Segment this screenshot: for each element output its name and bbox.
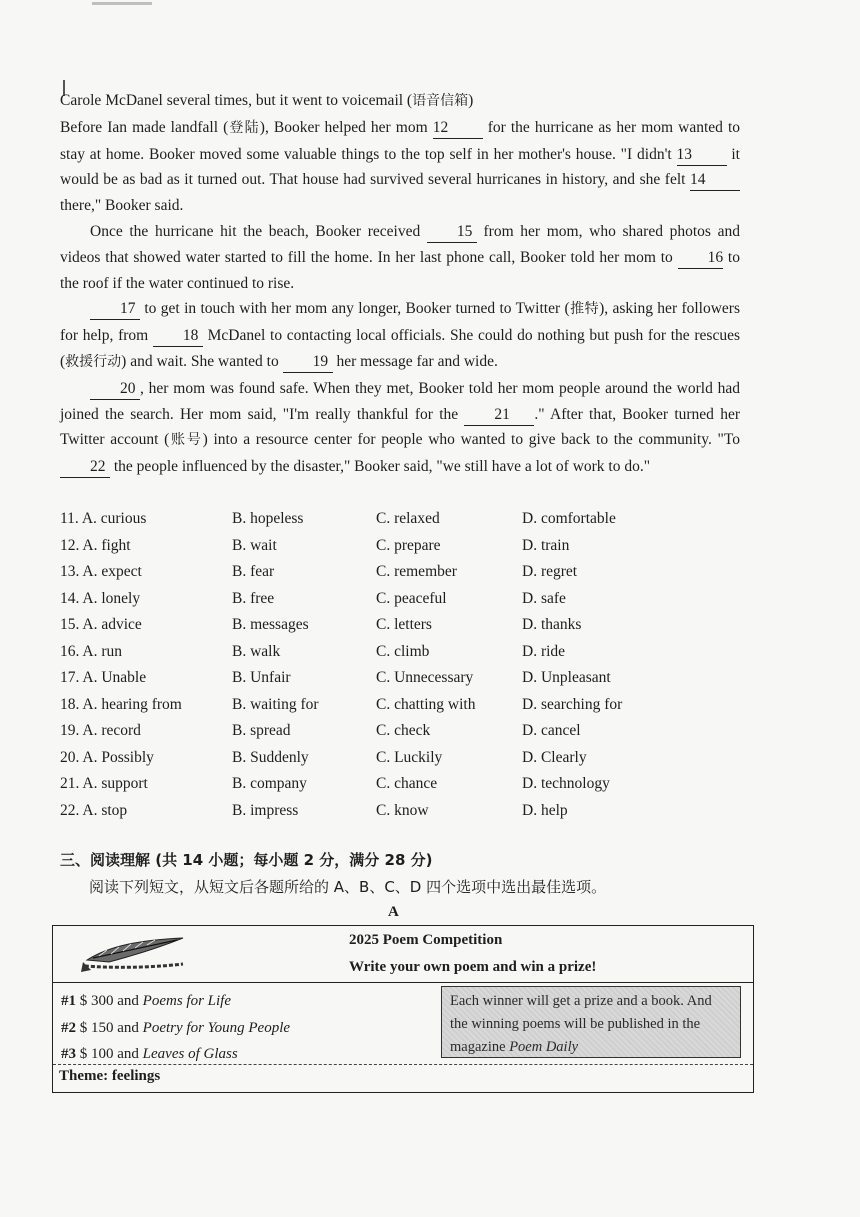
option-d: D. Unpleasant xyxy=(522,669,611,687)
option-row xyxy=(60,771,760,798)
theme-row xyxy=(53,1064,753,1093)
passage-text: there," Booker said. xyxy=(60,197,184,215)
option-d: D. help xyxy=(522,801,568,819)
option-c: C. relaxed xyxy=(376,510,440,528)
prize-rank: #2 xyxy=(61,1019,76,1036)
passage-paragraph-3 xyxy=(60,296,740,375)
option-row xyxy=(60,533,760,560)
quill-icon xyxy=(79,932,189,976)
option-d: D. Clearly xyxy=(522,748,587,766)
option-row xyxy=(60,559,760,586)
option-d: D. train xyxy=(522,536,570,554)
option-b: B. hopeless xyxy=(232,510,304,528)
option-a: 17. A. Unable xyxy=(60,669,147,687)
passage-paragraph-4 xyxy=(60,376,740,480)
passage-paragraph-2 xyxy=(60,219,740,296)
option-a: 15. A. advice xyxy=(60,616,142,634)
ad-header xyxy=(53,926,753,983)
competition-title: 2025 Poem Competition xyxy=(349,932,503,948)
option-a: 11. A. curious xyxy=(60,510,147,528)
option-b: B. free xyxy=(232,589,275,607)
option-c: C. know xyxy=(376,801,429,819)
competition-subtitle: Write your own poem and win a prize! xyxy=(349,959,597,975)
blank-17: 17 xyxy=(90,299,140,320)
passage-text: for the hurricane as her mom wanted to stay at home. Booker moved some valuable things to the top self in her mother's house. "I didn't xyxy=(60,118,741,163)
option-row xyxy=(60,745,760,772)
option-c: C. climb xyxy=(376,642,430,660)
blank-14: 14 xyxy=(690,170,740,191)
blank-15: 15 xyxy=(427,222,477,243)
option-d: D. safe xyxy=(522,589,566,607)
option-c: C. peaceful xyxy=(376,589,447,607)
passage-text: her message far and wide. xyxy=(332,352,498,370)
option-d: D. ride xyxy=(522,642,566,660)
option-b: B. Unfair xyxy=(232,669,291,687)
option-b: B. impress xyxy=(232,801,299,819)
option-a: 14. A. lonely xyxy=(60,589,141,607)
prize-item xyxy=(61,988,290,1015)
option-b: B. messages xyxy=(232,616,309,634)
option-c: C. check xyxy=(376,722,431,740)
option-c: C. Unnecessary xyxy=(376,669,474,687)
option-c: C. letters xyxy=(376,616,432,634)
option-a: 16. A. run xyxy=(60,642,122,660)
prize-item xyxy=(61,1015,290,1042)
prize-amount: $ 100 xyxy=(79,1046,114,1062)
passage-zh-note: 救援行动 xyxy=(65,353,122,370)
option-row xyxy=(60,718,760,745)
magazine-name: Poem Daily xyxy=(509,1039,579,1055)
option-a: 20. A. Possibly xyxy=(60,748,154,766)
option-row xyxy=(60,612,760,639)
option-b: B. fear xyxy=(232,563,275,581)
passage-text: ) and wait. She wanted to xyxy=(121,352,283,370)
option-b: B. spread xyxy=(232,722,291,740)
prize-list xyxy=(61,988,290,1068)
passage-paragraph-1 xyxy=(60,115,740,219)
prize-rank: #1 xyxy=(61,993,76,1009)
option-c: C. remember xyxy=(376,563,457,581)
passage-text: ), Booker helped her mom xyxy=(259,118,433,136)
option-b: B. Suddenly xyxy=(232,748,309,766)
option-b: B. company xyxy=(232,775,307,793)
section-instructions: 阅读下列短文，从短文后各题所给的 A、B、C、D 四个选项中选出最佳选项。 xyxy=(89,878,607,896)
theme-label: Theme: feelings xyxy=(59,1068,161,1084)
scan-mark xyxy=(92,2,152,5)
blank-20: 20 xyxy=(90,379,140,400)
option-a: 13. A. expect xyxy=(60,563,142,581)
blank-13: 13 xyxy=(677,145,727,166)
option-row xyxy=(60,586,760,613)
prize-amount: $ 150 xyxy=(79,1019,114,1036)
passage-text: ) into a resource center for people who wanted to give back to the community. "To xyxy=(202,431,740,449)
passage-text: ), asking her followers for help, from xyxy=(60,300,741,345)
option-d: D. searching for xyxy=(522,695,623,713)
answer-options xyxy=(60,506,760,824)
winner-note xyxy=(441,986,741,1058)
passage-text: , her mom was found safe. When they met, Booker told her mom people around the world had joined the search. Her mom said, "I'm really thankful for the xyxy=(60,379,740,423)
option-row xyxy=(60,798,760,825)
prize-book: Leaves of Glass xyxy=(142,1046,238,1062)
prize-joiner: and xyxy=(113,993,143,1009)
blank-12: 12 xyxy=(433,118,483,139)
passage-zh-note: 推特 xyxy=(569,301,600,318)
option-c: C. prepare xyxy=(376,536,441,554)
poem-competition-ad xyxy=(52,925,754,1093)
option-d: D. comfortable xyxy=(522,510,616,528)
passage-zh-note: 登陆 xyxy=(228,119,260,136)
prize-book: Poetry for Young People xyxy=(142,1019,291,1036)
option-a: 12. A. fight xyxy=(60,536,131,554)
passage-zh-note: 语音信箱 xyxy=(412,93,469,109)
passage-zh-note: 账号 xyxy=(169,432,203,449)
option-d: D. technology xyxy=(522,775,610,793)
blank-16: 16 xyxy=(678,248,724,269)
prize-amount: $ 300 xyxy=(79,993,114,1009)
option-row xyxy=(60,506,760,533)
blank-22: 22 xyxy=(60,457,110,478)
passage-text: the people influenced by the disaster," Booker said, "we still have a lot of work to do." xyxy=(110,458,651,476)
passage-line-1 xyxy=(60,88,740,115)
option-a: 19. A. record xyxy=(60,722,141,740)
prize-joiner: and xyxy=(113,1046,143,1062)
prize-rank: #3 xyxy=(61,1046,76,1062)
section-title: 三、阅读理解 (共 14 小题；每小题 2 分，满分 28 分) xyxy=(60,851,433,869)
winner-note-text: Each winner will get a prize and a book. And the winning poems will be published in the magazine xyxy=(450,993,712,1055)
passage-text: it would be as bad as it turned out. That house had survived several hurricanes in history, and she felt xyxy=(60,145,740,189)
prize-joiner: and xyxy=(113,1019,143,1036)
blank-19: 19 xyxy=(283,352,333,373)
option-a: 21. A. support xyxy=(60,775,148,793)
option-a: 22. A. stop xyxy=(60,801,128,819)
passage-text: to the roof if the water continued to rise. xyxy=(60,248,740,292)
passage-text: Carole McDanel several times, but it went to voicemail ( xyxy=(60,92,413,109)
blank-21: 21 xyxy=(464,405,534,426)
option-d: D. thanks xyxy=(522,616,582,634)
option-c: C. Luckily xyxy=(376,748,443,766)
option-b: B. waiting for xyxy=(232,695,319,713)
option-c: C. chatting with xyxy=(376,695,476,713)
blank-18: 18 xyxy=(153,326,203,347)
prize-book: Poems for Life xyxy=(142,993,232,1009)
option-b: B. wait xyxy=(232,536,277,554)
option-b: B. walk xyxy=(232,642,281,660)
passage-text: from her mom, who shared photos and videos that showed water started to fill the home. In her last phone call, Booker told her mom to xyxy=(60,222,740,266)
option-d: D. regret xyxy=(522,563,578,581)
option-c: C. chance xyxy=(376,775,438,793)
passage-label: A xyxy=(388,904,399,920)
passage-text: McDanel to contacting local officials. She could do nothing but push for the rescues ( xyxy=(60,327,740,370)
cloze-passage xyxy=(60,88,740,480)
passage-text: ." After that, Booker turned her Twitter account ( xyxy=(60,405,740,449)
option-row xyxy=(60,692,760,719)
option-a: 18. A. hearing from xyxy=(60,695,182,713)
option-d: D. cancel xyxy=(522,722,581,740)
passage-text: ) xyxy=(468,92,474,109)
passage-text: Before Ian made landfall ( xyxy=(60,118,229,136)
option-row xyxy=(60,665,760,692)
option-row xyxy=(60,639,760,666)
passage-text: to get in touch with her mom any longer, Booker turned to Twitter ( xyxy=(140,300,570,318)
passage-text: Once the hurricane hit the beach, Booker received xyxy=(90,222,427,240)
